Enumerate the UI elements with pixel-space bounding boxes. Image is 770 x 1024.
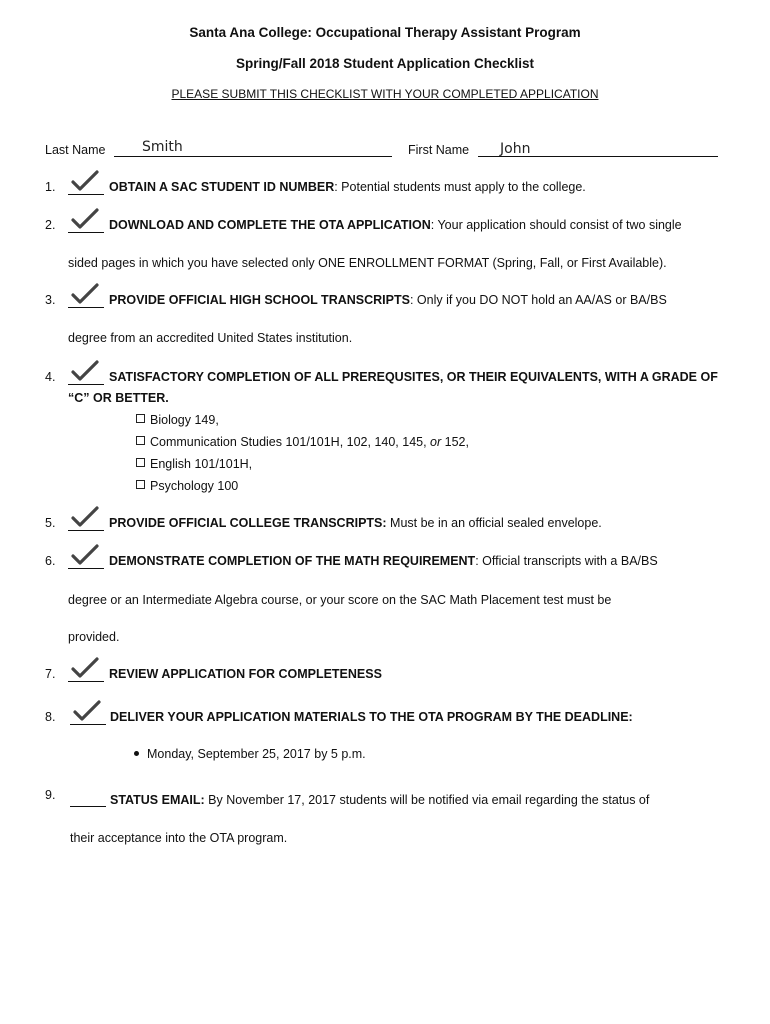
checklist-item-4: SATISFACTORY COMPLETION OF ALL PREREQUSITES, OR THEIR EQUIVALENTS, WITH A GRADE OF <box>109 370 718 384</box>
checklist-item-1: OBTAIN A SAC STUDENT ID NUMBER: Potential students must apply to the college. <box>109 180 586 194</box>
item-blank <box>68 307 104 308</box>
prerequisite-item: Psychology 100 <box>136 479 238 493</box>
deadline-bullet: Monday, September 25, 2017 by 5 p.m. <box>134 747 366 761</box>
item-blank <box>68 530 104 531</box>
submission-instruction: PLEASE SUBMIT THIS CHECKLIST WITH YOUR COMPLETED APPLICATION <box>171 87 599 101</box>
item-number: 2. <box>45 218 56 232</box>
checkbox-icon[interactable] <box>136 414 145 423</box>
first-name-label: First Name <box>408 143 470 157</box>
item-number: 7. <box>45 667 56 681</box>
checkmark-icon[interactable] <box>70 283 100 305</box>
checklist-item-3-continued: degree from an accredited United States institution. <box>68 331 353 345</box>
first-name-field[interactable]: John <box>500 141 531 157</box>
checkmark-icon[interactable] <box>70 657 100 679</box>
item-blank <box>68 568 104 569</box>
item-number: 5. <box>45 516 56 530</box>
item-number: 8. <box>45 710 56 724</box>
item-number: 1. <box>45 180 56 194</box>
checklist-item-4-continued: “C” OR BETTER. <box>68 391 169 405</box>
checkmark-icon[interactable] <box>72 700 102 722</box>
item-blank <box>68 681 104 682</box>
checkbox-icon[interactable] <box>136 436 145 445</box>
checkbox-icon[interactable] <box>136 480 145 489</box>
checklist-item-6-continued: provided. <box>68 630 120 644</box>
item-number: 4. <box>45 370 56 384</box>
checkmark-icon[interactable] <box>70 506 100 528</box>
item-blank[interactable] <box>70 806 106 807</box>
last-name-label: Last Name <box>45 143 106 157</box>
last-name-line <box>114 156 392 157</box>
item-number: 9. <box>45 788 56 802</box>
prerequisite-item: English 101/101H, <box>136 457 252 471</box>
checklist-item-8: DELIVER YOUR APPLICATION MATERIALS TO THE OTA PROGRAM BY THE DEADLINE: <box>110 710 633 724</box>
item-number: 3. <box>45 293 56 307</box>
checkbox-icon[interactable] <box>136 458 145 467</box>
checklist-item-2: DOWNLOAD AND COMPLETE THE OTA APPLICATION: Your application should consist of two single <box>109 218 682 232</box>
prerequisite-item: Communication Studies 101/101H, 102, 140, 145, or 152, <box>136 435 469 449</box>
prerequisite-item: Biology 149, <box>136 413 219 427</box>
checklist-item-9: STATUS EMAIL: By November 17, 2017 students will be notified via email regarding the status of <box>110 793 650 807</box>
item-number: 6. <box>45 554 56 568</box>
checkmark-icon[interactable] <box>70 544 100 566</box>
checkmark-icon[interactable] <box>70 208 100 230</box>
last-name-field[interactable]: Smith <box>142 139 183 155</box>
item-blank <box>68 384 104 385</box>
page-title: Santa Ana College: Occupational Therapy Assistant Program <box>189 25 581 40</box>
checklist-item-5: PROVIDE OFFICIAL COLLEGE TRANSCRIPTS: Must be in an official sealed envelope. <box>109 516 602 530</box>
bullet-icon <box>134 751 139 756</box>
checklist-item-2-continued: sided pages in which you have selected only ONE ENROLLMENT FORMAT (Spring, Fall, or First Available). <box>68 256 667 270</box>
checkmark-icon[interactable] <box>70 170 100 192</box>
checkmark-icon[interactable] <box>70 360 100 382</box>
item-blank <box>68 194 104 195</box>
checklist-item-3: PROVIDE OFFICIAL HIGH SCHOOL TRANSCRIPTS: Only if you DO NOT hold an AA/AS or BA/BS <box>109 293 667 307</box>
checklist-item-6-continued: degree or an Intermediate Algebra course, or your score on the SAC Math Placement test must be <box>68 593 612 607</box>
page-subtitle: Spring/Fall 2018 Student Application Checklist <box>235 56 535 71</box>
item-blank <box>68 232 104 233</box>
checklist-item-9-continued: their acceptance into the OTA program. <box>70 831 288 845</box>
checklist-item-7: REVIEW APPLICATION FOR COMPLETENESS <box>109 667 382 681</box>
checklist-item-6: DEMONSTRATE COMPLETION OF THE MATH REQUIREMENT: Official transcripts with a BA/BS <box>109 554 658 568</box>
item-blank <box>70 724 106 725</box>
